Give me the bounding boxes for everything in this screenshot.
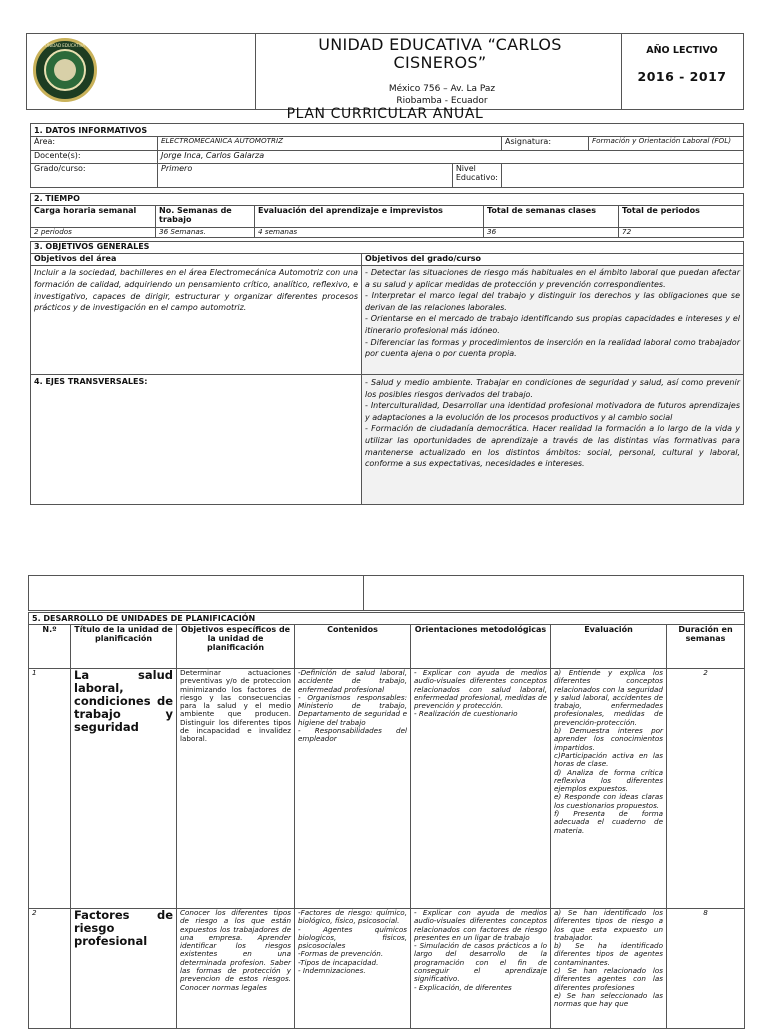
unit-evaluacion: a) Entiende y explica los diferentes conceptos relacionados con la seguridad y salud laboral, accidentes de trabajo, enfermedades profesionales, medidas de prevención-protección. b) Demuestra interes por aprender los conocimientos impartidos. c)Participación activa en las horas de clase. d) Analiza de forma crítica reflexiva los diferentes ejemplos expuestos. e) Responde con ideas claras los cuestionarios propuestos. f) Presenta de forma adecuada el cuaderno de materia. <box>551 669 667 909</box>
ejes-list <box>362 375 744 505</box>
year-label: AÑO LECTIVO <box>646 45 718 56</box>
docentes-value: Jorge Inca, Carlos Galarza <box>158 151 744 164</box>
school-name: UNIDAD EDUCATIVA “CARLOS CISNEROS” <box>318 35 562 72</box>
table-row <box>29 669 745 909</box>
unit-title: Factores de riesgo profesional <box>71 909 177 1029</box>
address-line-1: México 756 – Av. La Paz <box>388 84 496 94</box>
area-label: Área: <box>31 137 158 151</box>
col-header: Título de la unidad de planificación <box>71 625 177 669</box>
tiempo-value: 4 semanas <box>255 228 484 238</box>
objetivo-item: - Orientarse en el mercado de trabajo identificando sus propias capacidades e intereses y el itinerario profesional más idóneo. <box>365 314 740 335</box>
col-header: Orientaciones metodológicas <box>411 625 551 669</box>
address-line-2: Riobamba - Ecuador <box>396 96 488 106</box>
unit-duracion: 2 <box>667 669 745 909</box>
tiempo-table <box>30 193 744 238</box>
nivel-value <box>502 164 744 188</box>
unit-number: 2 <box>29 909 71 1029</box>
tiempo-header: Total de semanas clases <box>484 206 619 228</box>
datos-table <box>30 123 744 188</box>
eje-item: - Formación de ciudadanía democrática. Hacer realidad la formación a lo largo de la vida y utilizar las oportunidades de aprendizaje a través de las distintas vías formativas para mantenerse actualizado en los distintos ámbitos: social, personal, cultural y laboral, conforme a sus expectativas, necesidades e intereses. <box>365 424 740 469</box>
col-header: Objetivos específicos de la unidad de planificación <box>177 625 295 669</box>
unit-orientaciones: - Explicar con ayuda de medios audio-visuales diferentes conceptos relacionados con salud laboral, enfermedad profesional, medidas de prevención y protección. - Realización de cuestionario <box>411 669 551 909</box>
col-header: Evaluación <box>551 625 667 669</box>
page2-header-box <box>28 575 744 611</box>
objetivos-table <box>30 241 744 505</box>
eje-item: - Interculturalidad, Desarrollar una identidad profesional motivadora de futuros aprendizajes y adaptaciones a la evolución de los procesos productivos y al cambio social <box>365 401 740 422</box>
tiempo-value: 2 periodos <box>31 228 156 238</box>
unit-title: La salud laboral, condiciones de trabajo y seguridad <box>71 669 177 909</box>
unit-orientaciones: - Explicar con ayuda de medios audio-visuales diferentes conceptos relacionados con factores de riesgo presentes en un ligar de trabajo - Simulación de casos prácticos a lo largo del desarrollo de la programación con el fin de conseguir el aprendizaje significativo. - Explicación, de diferentes <box>411 909 551 1029</box>
school-logo <box>33 38 97 102</box>
header-block <box>26 33 744 110</box>
objetivo-item: - Interpretar el marco legal del trabajo y distinguir los derechos y las obligaciones que se derivan de las relaciones laborales. <box>365 291 740 312</box>
ejes-section-title: 4. EJES TRANSVERSALES: <box>31 375 362 505</box>
unit-objetivos: Determinar actuaciones preventivas y/o de proteccion minimizando los factores de riesgo y las consecuencias para la salud y el medio ambiente que producen. Distinguir los diferentes tipos de incapacidad e invalidez laboral. <box>177 669 295 909</box>
plan-title: PLAN CURRICULAR ANUAL <box>286 106 484 122</box>
objetivos-area-text: Incluir a la sociedad, bachilleres en el área Electromecánica Automotriz con una formación de calidad, adquiriendo un pensamiento crítico, analítico, reflexivo, e investigativo, capaces de dirigir, estructurar y organizar diferentes procesos prácticos y de investigación en el campo automotriz. <box>31 266 362 375</box>
desarrollo-section-title: 5. DESARROLLO DE UNIDADES DE PLANIFICACIÓN <box>29 613 745 625</box>
year-value: 2016 - 2017 <box>637 69 727 84</box>
tiempo-header: Evaluación del aprendizaje e imprevistos <box>255 206 484 228</box>
nivel-label: Nivel Educativo: <box>452 164 501 188</box>
asignatura-label: Asignatura: <box>502 137 589 151</box>
objetivos-area-header: Objetivos del área <box>31 254 362 266</box>
area-value: ELECTROMECANICA AUTOMOTRIZ <box>158 137 502 151</box>
col-header: Contenidos <box>295 625 411 669</box>
col-header: N.º <box>29 625 71 669</box>
objetivo-item: - Diferenciar las formas y procedimientos de inserción en la realidad laboral como trabajador por cuenta ajena o por cuenta propia. <box>365 337 740 359</box>
desarrollo-table <box>28 612 745 1029</box>
objetivos-section-title: 3. OBJETIVOS GENERALES <box>31 242 744 254</box>
tiempo-value: 72 <box>619 228 744 238</box>
datos-section-title: 1. DATOS INFORMATIVOS <box>31 124 744 137</box>
logo-text: UNIDAD EDUCATIVA <box>45 43 85 48</box>
objetivos-grado-list <box>362 266 744 375</box>
asignatura-value: Formación y Orientación Laboral (FOL) <box>589 137 744 151</box>
tiempo-header: No. Semanas de trabajo <box>156 206 255 228</box>
tiempo-header: Carga horaria semanal <box>31 206 156 228</box>
eje-item: - Salud y medio ambiente. Trabajar en condiciones de seguridad y salud, así como prevenir los posibles riesgos derivados del trabajo. <box>365 378 740 399</box>
unit-contenidos: -Factores de riesgo: químico, biológico, físico, psicosocial. - Agentes químicos biologicos, fisicos, psicosociales -Formas de prevención. -Tipos de incapacidad. - Indemnizaciones. <box>295 909 411 1029</box>
unit-evaluacion: a) Se han identificado los diferentes tipos de riesgo a los que esta expuesto un trabajador. b) Se ha identificado diferentes tipos de agentes contaminantes. c) Se han relacionado los diferentes agentes con las diferentes profesiones e) Se han seleccionado las normas que hay que <box>551 909 667 1029</box>
tiempo-section-title: 2. TIEMPO <box>31 194 744 206</box>
grado-value: Primero <box>158 164 453 188</box>
tiempo-value: 36 Semanas. <box>156 228 255 238</box>
objetivos-grado-header: Objetivos del grado/curso <box>362 254 744 266</box>
tiempo-value: 36 <box>484 228 619 238</box>
objetivo-item: - Detectar las situaciones de riesgo más habituales en el ámbito laboral que puedan afectar a su salud y aplicar medidas de protección y prevención correspondientes. <box>365 268 740 289</box>
tiempo-header: Total de periodos <box>619 206 744 228</box>
col-header: Duración en semanas <box>667 625 745 669</box>
unit-objetivos: Conocer los diferentes tipos de riesgo a los que están expuestos los trabajadores de una empresa. Aprender identificar los riesgos existentes en una determinada profesion. Saber las formas de protección y prevencion de estos riesgos. Conocer normas legales <box>177 909 295 1029</box>
unit-duracion: 8 <box>667 909 745 1029</box>
docentes-label: Docente(s): <box>31 151 158 164</box>
unit-number: 1 <box>29 669 71 909</box>
table-row <box>29 909 745 1029</box>
grado-label: Grado/curso: <box>31 164 158 188</box>
unit-contenidos: -Definición de salud laboral, accidente de trabajo, enfermedad profesional - Organismos responsables: Ministerio de trabajo, Departamento de seguridad e higiene del trabajo - Responsabilidades del empleador <box>295 669 411 909</box>
